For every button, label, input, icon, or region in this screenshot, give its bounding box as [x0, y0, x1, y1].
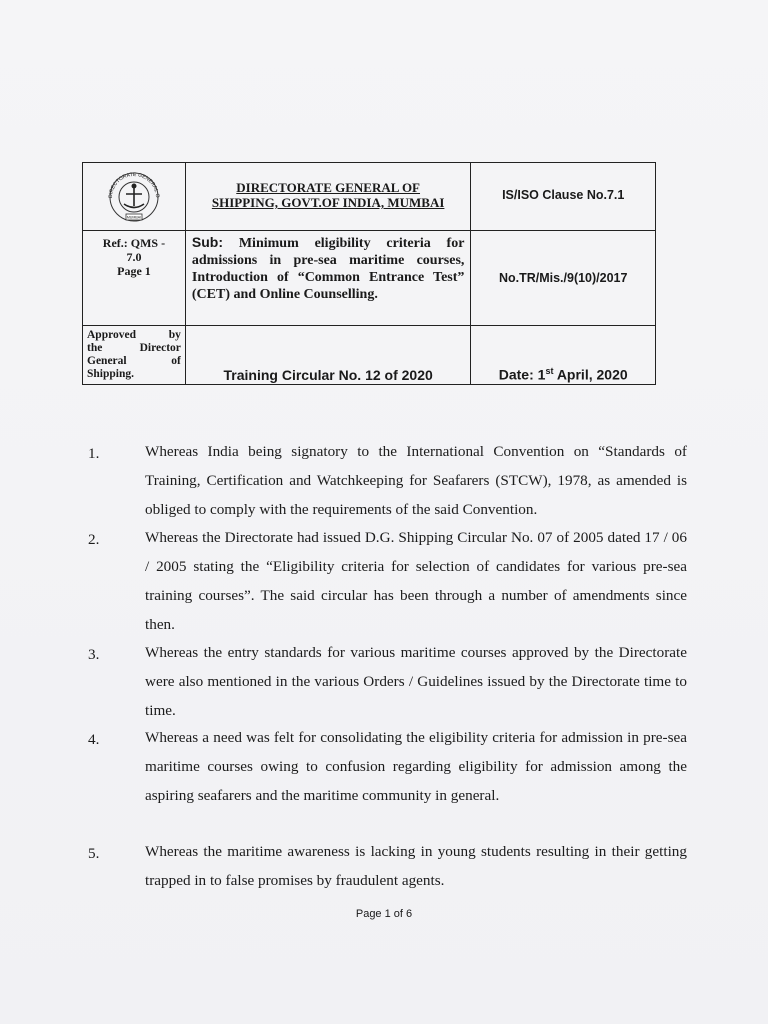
approved-line2: the Director	[87, 342, 181, 354]
paragraph-text: Whereas a need was felt for consolidating the eligibility criteria for admission in pre-sea maritime courses owing to confusion regarding eligibility for admission among the aspiring seafarers and the maritime community in general.	[145, 729, 687, 804]
circular-number: Training Circular No. 12 of 2020	[185, 326, 471, 385]
file-number: No.TR/Mis./9(10)/2017	[471, 231, 656, 326]
svg-text:MUMBAI: MUMBAI	[126, 215, 142, 220]
subject-cell	[185, 231, 471, 326]
header-table	[82, 162, 656, 385]
ref-line1: Ref.: QMS -	[102, 236, 166, 250]
ref-line2: 7.0	[126, 250, 142, 264]
dg-shipping-emblem	[90, 164, 178, 224]
paragraph-number: 5.	[88, 845, 100, 862]
approved-line4: Shipping.	[87, 368, 134, 380]
paragraph-text: Whereas the maritime awareness is lacking in young students resulting in their getting trapped in to false promises by fraudulent agents.	[145, 843, 687, 889]
paragraph-number: 4.	[88, 731, 100, 748]
org-name-line2: SHIPPING, GOVT.OF INDIA, MUMBAI	[211, 195, 445, 210]
paragraph-text: Whereas India being signatory to the International Convention on “Standards of Training, Certification and Watchkeeping for Seafarers (STCW), 1978, as amended is obliged to comply with the requirements of the said Convention.	[145, 443, 687, 518]
ref-cell	[83, 231, 186, 326]
paragraph-text: Whereas the entry standards for various maritime courses approved by the Directorate were also mentioned in the various Orders / Guidelines issued by the Directorate time to time.	[145, 644, 687, 719]
svg-text:DIRECTORATE GENERAL OF SHIPPIN: DIRECTORATE GENERAL O	[107, 171, 161, 199]
paragraph-number: 1.	[88, 445, 100, 462]
org-name-line1: DIRECTORATE GENERAL OF	[236, 180, 421, 195]
logo-cell	[83, 163, 186, 231]
org-title-cell	[185, 163, 471, 231]
approved-line3: General of	[87, 355, 181, 367]
iso-clause: IS/ISO Clause No.7.1	[502, 188, 625, 202]
paragraph-text: Whereas the Directorate had issued D.G. Shipping Circular No. 07 of 2005 dated 17 / 06 / 2005 stating the “Eligibility criteria for selection of candidates for various pre-sea training courses”. The said circular has been through a number of amendments since then.	[145, 529, 687, 633]
approved-cell	[83, 326, 186, 385]
paragraph-number: 3.	[88, 646, 100, 663]
page-number: Page 1 of 6	[355, 908, 413, 920]
circular-date: Date: 1st April, 2020	[471, 326, 656, 385]
ref-line3: Page 1	[117, 264, 151, 278]
approved-line1: Approved by	[87, 329, 181, 341]
subject-lead: Sub:	[191, 234, 223, 250]
iso-cell	[471, 163, 656, 231]
subject-text: Minimum eligibility criteria for admissions in pre-sea maritime courses, Introduction of “Common Entrance Test” (CET) and Online Counselling.	[191, 236, 465, 302]
paragraph-number: 2.	[88, 531, 100, 548]
